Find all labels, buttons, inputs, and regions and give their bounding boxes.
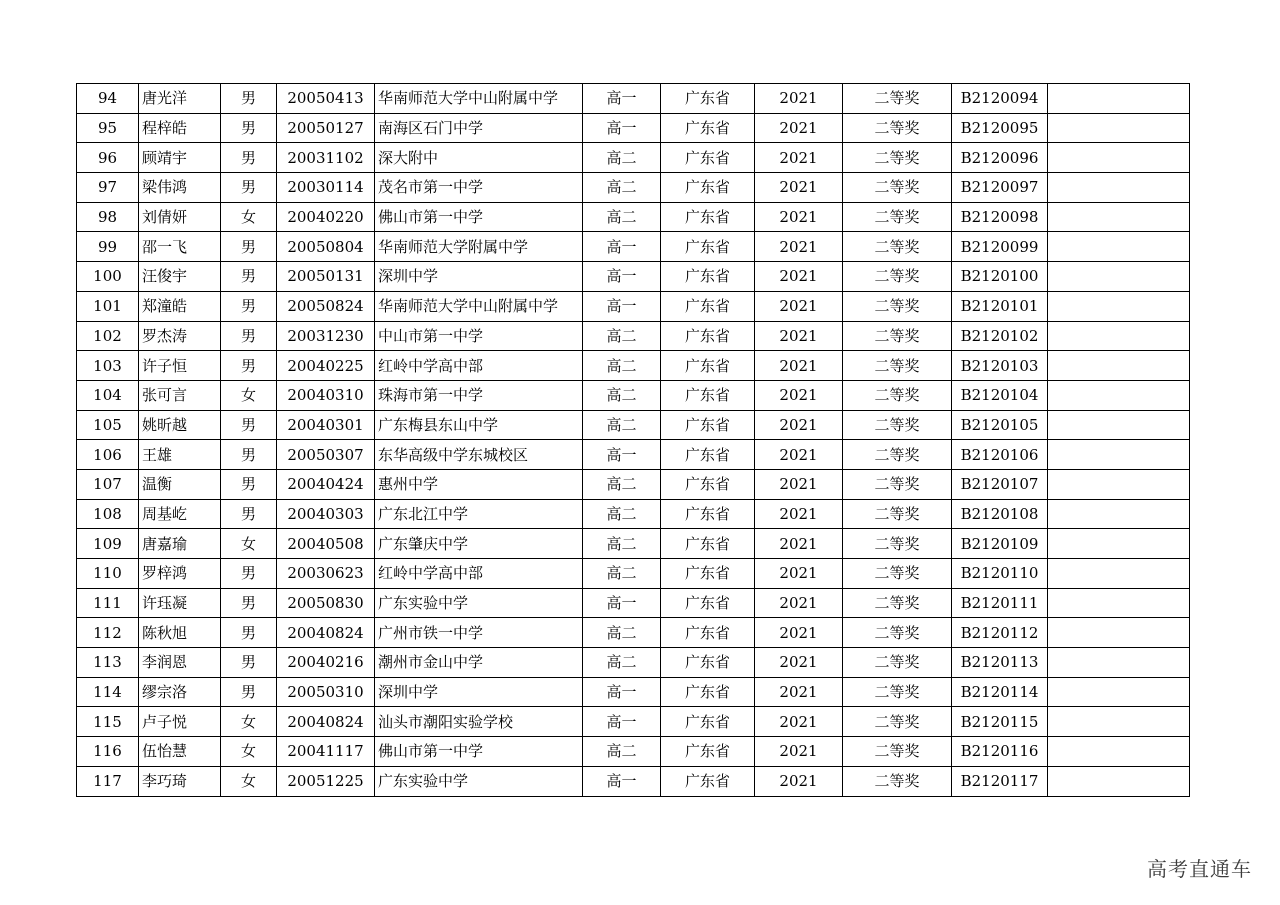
note-cell xyxy=(1048,84,1190,114)
certificate-number-cell: B2120110 xyxy=(952,559,1048,589)
province-cell: 广东省 xyxy=(661,173,755,203)
serial-number-cell: 100 xyxy=(77,262,139,292)
school-name-cell: 深圳中学 xyxy=(375,262,583,292)
table-row xyxy=(77,380,1190,410)
grade-cell: 高二 xyxy=(583,499,661,529)
grade-cell: 高二 xyxy=(583,648,661,678)
birth-date-cell: 20050804 xyxy=(277,232,375,262)
serial-number-cell: 115 xyxy=(77,707,139,737)
school-name-cell: 华南师范大学中山附属中学 xyxy=(375,84,583,114)
school-name-cell: 广东实验中学 xyxy=(375,766,583,796)
student-name-cell: 刘倩妍 xyxy=(139,202,221,232)
table-row xyxy=(77,737,1190,767)
province-cell: 广东省 xyxy=(661,143,755,173)
birth-date-cell: 20030114 xyxy=(277,173,375,203)
note-cell xyxy=(1048,351,1190,381)
grade-cell: 高一 xyxy=(583,232,661,262)
watermark-text: 高考直通车 xyxy=(1147,857,1252,881)
birth-date-cell: 20050824 xyxy=(277,291,375,321)
table-row xyxy=(77,202,1190,232)
award-level-cell: 二等奖 xyxy=(843,707,952,737)
award-level-cell: 二等奖 xyxy=(843,410,952,440)
school-name-cell: 佛山市第一中学 xyxy=(375,737,583,767)
birth-date-cell: 20031102 xyxy=(277,143,375,173)
grade-cell: 高一 xyxy=(583,440,661,470)
certificate-number-cell: B2120094 xyxy=(952,84,1048,114)
gender-cell: 男 xyxy=(221,648,277,678)
certificate-number-cell: B2120096 xyxy=(952,143,1048,173)
table-row xyxy=(77,529,1190,559)
note-cell xyxy=(1048,202,1190,232)
province-cell: 广东省 xyxy=(661,84,755,114)
grade-cell: 高一 xyxy=(583,113,661,143)
certificate-number-cell: B2120108 xyxy=(952,499,1048,529)
grade-cell: 高一 xyxy=(583,291,661,321)
serial-number-cell: 107 xyxy=(77,469,139,499)
note-cell xyxy=(1048,559,1190,589)
gender-cell: 男 xyxy=(221,232,277,262)
serial-number-cell: 111 xyxy=(77,588,139,618)
award-level-cell: 二等奖 xyxy=(843,291,952,321)
gender-cell: 男 xyxy=(221,113,277,143)
grade-cell: 高二 xyxy=(583,529,661,559)
year-cell: 2021 xyxy=(755,559,843,589)
note-cell xyxy=(1048,469,1190,499)
province-cell: 广东省 xyxy=(661,766,755,796)
gender-cell: 男 xyxy=(221,321,277,351)
grade-cell: 高二 xyxy=(583,559,661,589)
table-row xyxy=(77,321,1190,351)
grade-cell: 高二 xyxy=(583,202,661,232)
province-cell: 广东省 xyxy=(661,232,755,262)
table-row xyxy=(77,143,1190,173)
serial-number-cell: 96 xyxy=(77,143,139,173)
gender-cell: 女 xyxy=(221,202,277,232)
note-cell xyxy=(1048,232,1190,262)
serial-number-cell: 108 xyxy=(77,499,139,529)
grade-cell: 高一 xyxy=(583,262,661,292)
gender-cell: 男 xyxy=(221,84,277,114)
year-cell: 2021 xyxy=(755,232,843,262)
year-cell: 2021 xyxy=(755,262,843,292)
year-cell: 2021 xyxy=(755,202,843,232)
gender-cell: 男 xyxy=(221,588,277,618)
award-level-cell: 二等奖 xyxy=(843,113,952,143)
year-cell: 2021 xyxy=(755,380,843,410)
student-name-cell: 陈秋旭 xyxy=(139,618,221,648)
year-cell: 2021 xyxy=(755,737,843,767)
table-row xyxy=(77,648,1190,678)
note-cell xyxy=(1048,677,1190,707)
school-name-cell: 珠海市第一中学 xyxy=(375,380,583,410)
year-cell: 2021 xyxy=(755,440,843,470)
province-cell: 广东省 xyxy=(661,113,755,143)
serial-number-cell: 106 xyxy=(77,440,139,470)
province-cell: 广东省 xyxy=(661,648,755,678)
note-cell xyxy=(1048,737,1190,767)
table-row xyxy=(77,351,1190,381)
birth-date-cell: 20030623 xyxy=(277,559,375,589)
gender-cell: 女 xyxy=(221,529,277,559)
birth-date-cell: 20040508 xyxy=(277,529,375,559)
school-name-cell: 华南师范大学附属中学 xyxy=(375,232,583,262)
school-name-cell: 广东肇庆中学 xyxy=(375,529,583,559)
birth-date-cell: 20040225 xyxy=(277,351,375,381)
year-cell: 2021 xyxy=(755,113,843,143)
grade-cell: 高一 xyxy=(583,84,661,114)
note-cell xyxy=(1048,291,1190,321)
student-name-cell: 缪宗洛 xyxy=(139,677,221,707)
year-cell: 2021 xyxy=(755,618,843,648)
certificate-number-cell: B2120101 xyxy=(952,291,1048,321)
certificate-number-cell: B2120112 xyxy=(952,618,1048,648)
award-level-cell: 二等奖 xyxy=(843,173,952,203)
province-cell: 广东省 xyxy=(661,321,755,351)
certificate-number-cell: B2120116 xyxy=(952,737,1048,767)
award-level-cell: 二等奖 xyxy=(843,469,952,499)
serial-number-cell: 101 xyxy=(77,291,139,321)
gender-cell: 男 xyxy=(221,262,277,292)
serial-number-cell: 103 xyxy=(77,351,139,381)
student-name-cell: 李润恩 xyxy=(139,648,221,678)
gender-cell: 男 xyxy=(221,173,277,203)
serial-number-cell: 117 xyxy=(77,766,139,796)
birth-date-cell: 20040424 xyxy=(277,469,375,499)
award-level-cell: 二等奖 xyxy=(843,559,952,589)
birth-date-cell: 20040303 xyxy=(277,499,375,529)
gender-cell: 女 xyxy=(221,707,277,737)
year-cell: 2021 xyxy=(755,707,843,737)
grade-cell: 高二 xyxy=(583,618,661,648)
grade-cell: 高一 xyxy=(583,766,661,796)
birth-date-cell: 20050131 xyxy=(277,262,375,292)
year-cell: 2021 xyxy=(755,766,843,796)
school-name-cell: 深圳中学 xyxy=(375,677,583,707)
award-level-cell: 二等奖 xyxy=(843,321,952,351)
student-name-cell: 王雄 xyxy=(139,440,221,470)
note-cell xyxy=(1048,440,1190,470)
serial-number-cell: 102 xyxy=(77,321,139,351)
student-name-cell: 邵一飞 xyxy=(139,232,221,262)
table-row xyxy=(77,677,1190,707)
certificate-number-cell: B2120105 xyxy=(952,410,1048,440)
province-cell: 广东省 xyxy=(661,410,755,440)
award-level-cell: 二等奖 xyxy=(843,232,952,262)
year-cell: 2021 xyxy=(755,648,843,678)
award-level-cell: 二等奖 xyxy=(843,677,952,707)
province-cell: 广东省 xyxy=(661,529,755,559)
school-name-cell: 广东实验中学 xyxy=(375,588,583,618)
certificate-number-cell: B2120104 xyxy=(952,380,1048,410)
serial-number-cell: 110 xyxy=(77,559,139,589)
province-cell: 广东省 xyxy=(661,559,755,589)
province-cell: 广东省 xyxy=(661,291,755,321)
school-name-cell: 佛山市第一中学 xyxy=(375,202,583,232)
province-cell: 广东省 xyxy=(661,499,755,529)
school-name-cell: 茂名市第一中学 xyxy=(375,173,583,203)
award-list-table xyxy=(76,83,1190,797)
gender-cell: 男 xyxy=(221,143,277,173)
student-name-cell: 周基屹 xyxy=(139,499,221,529)
grade-cell: 高二 xyxy=(583,737,661,767)
award-level-cell: 二等奖 xyxy=(843,351,952,381)
serial-number-cell: 113 xyxy=(77,648,139,678)
award-level-cell: 二等奖 xyxy=(843,588,952,618)
table-row xyxy=(77,113,1190,143)
birth-date-cell: 20051225 xyxy=(277,766,375,796)
grade-cell: 高二 xyxy=(583,469,661,499)
province-cell: 广东省 xyxy=(661,677,755,707)
note-cell xyxy=(1048,410,1190,440)
gender-cell: 男 xyxy=(221,351,277,381)
note-cell xyxy=(1048,380,1190,410)
table-row xyxy=(77,262,1190,292)
certificate-number-cell: B2120102 xyxy=(952,321,1048,351)
gender-cell: 男 xyxy=(221,469,277,499)
student-name-cell: 唐嘉瑜 xyxy=(139,529,221,559)
certificate-number-cell: B2120115 xyxy=(952,707,1048,737)
school-name-cell: 红岭中学高中部 xyxy=(375,351,583,381)
serial-number-cell: 112 xyxy=(77,618,139,648)
birth-date-cell: 20050307 xyxy=(277,440,375,470)
student-name-cell: 程梓皓 xyxy=(139,113,221,143)
table-row xyxy=(77,469,1190,499)
birth-date-cell: 20050310 xyxy=(277,677,375,707)
note-cell xyxy=(1048,766,1190,796)
certificate-number-cell: B2120100 xyxy=(952,262,1048,292)
student-name-cell: 罗杰涛 xyxy=(139,321,221,351)
grade-cell: 高二 xyxy=(583,143,661,173)
student-name-cell: 顾靖宇 xyxy=(139,143,221,173)
province-cell: 广东省 xyxy=(661,588,755,618)
table-row xyxy=(77,173,1190,203)
table-row xyxy=(77,707,1190,737)
school-name-cell: 广东梅县东山中学 xyxy=(375,410,583,440)
table-row xyxy=(77,291,1190,321)
award-level-cell: 二等奖 xyxy=(843,618,952,648)
grade-cell: 高二 xyxy=(583,173,661,203)
year-cell: 2021 xyxy=(755,499,843,529)
certificate-number-cell: B2120097 xyxy=(952,173,1048,203)
certificate-number-cell: B2120113 xyxy=(952,648,1048,678)
year-cell: 2021 xyxy=(755,291,843,321)
award-level-cell: 二等奖 xyxy=(843,766,952,796)
serial-number-cell: 98 xyxy=(77,202,139,232)
certificate-number-cell: B2120111 xyxy=(952,588,1048,618)
student-name-cell: 伍怡慧 xyxy=(139,737,221,767)
award-level-cell: 二等奖 xyxy=(843,440,952,470)
serial-number-cell: 116 xyxy=(77,737,139,767)
year-cell: 2021 xyxy=(755,173,843,203)
province-cell: 广东省 xyxy=(661,351,755,381)
student-name-cell: 唐光洋 xyxy=(139,84,221,114)
note-cell xyxy=(1048,321,1190,351)
award-level-cell: 二等奖 xyxy=(843,737,952,767)
serial-number-cell: 94 xyxy=(77,84,139,114)
certificate-number-cell: B2120107 xyxy=(952,469,1048,499)
certificate-number-cell: B2120099 xyxy=(952,232,1048,262)
award-level-cell: 二等奖 xyxy=(843,202,952,232)
school-name-cell: 南海区石门中学 xyxy=(375,113,583,143)
grade-cell: 高一 xyxy=(583,588,661,618)
note-cell xyxy=(1048,499,1190,529)
gender-cell: 男 xyxy=(221,618,277,648)
year-cell: 2021 xyxy=(755,351,843,381)
table-row xyxy=(77,410,1190,440)
student-name-cell: 李巧琦 xyxy=(139,766,221,796)
student-name-cell: 许珏凝 xyxy=(139,588,221,618)
certificate-number-cell: B2120117 xyxy=(952,766,1048,796)
table-row xyxy=(77,766,1190,796)
table-row xyxy=(77,84,1190,114)
table-row xyxy=(77,559,1190,589)
birth-date-cell: 20040301 xyxy=(277,410,375,440)
award-table-body xyxy=(77,84,1190,797)
award-level-cell: 二等奖 xyxy=(843,262,952,292)
table-row xyxy=(77,618,1190,648)
gender-cell: 男 xyxy=(221,291,277,321)
student-name-cell: 温衡 xyxy=(139,469,221,499)
province-cell: 广东省 xyxy=(661,618,755,648)
note-cell xyxy=(1048,648,1190,678)
certificate-number-cell: B2120114 xyxy=(952,677,1048,707)
note-cell xyxy=(1048,618,1190,648)
note-cell xyxy=(1048,173,1190,203)
note-cell xyxy=(1048,143,1190,173)
certificate-number-cell: B2120103 xyxy=(952,351,1048,381)
award-level-cell: 二等奖 xyxy=(843,84,952,114)
student-name-cell: 卢子悦 xyxy=(139,707,221,737)
student-name-cell: 梁伟鸿 xyxy=(139,173,221,203)
school-name-cell: 潮州市金山中学 xyxy=(375,648,583,678)
gender-cell: 男 xyxy=(221,677,277,707)
certificate-number-cell: B2120098 xyxy=(952,202,1048,232)
student-name-cell: 姚昕越 xyxy=(139,410,221,440)
birth-date-cell: 20040220 xyxy=(277,202,375,232)
year-cell: 2021 xyxy=(755,529,843,559)
award-level-cell: 二等奖 xyxy=(843,499,952,529)
serial-number-cell: 109 xyxy=(77,529,139,559)
gender-cell: 男 xyxy=(221,440,277,470)
province-cell: 广东省 xyxy=(661,737,755,767)
school-name-cell: 深大附中 xyxy=(375,143,583,173)
serial-number-cell: 99 xyxy=(77,232,139,262)
year-cell: 2021 xyxy=(755,469,843,499)
school-name-cell: 东华高级中学东城校区 xyxy=(375,440,583,470)
year-cell: 2021 xyxy=(755,677,843,707)
table-row xyxy=(77,232,1190,262)
note-cell xyxy=(1048,707,1190,737)
gender-cell: 女 xyxy=(221,737,277,767)
serial-number-cell: 97 xyxy=(77,173,139,203)
school-name-cell: 惠州中学 xyxy=(375,469,583,499)
birth-date-cell: 20050830 xyxy=(277,588,375,618)
certificate-number-cell: B2120109 xyxy=(952,529,1048,559)
province-cell: 广东省 xyxy=(661,202,755,232)
gender-cell: 女 xyxy=(221,380,277,410)
student-name-cell: 许子恒 xyxy=(139,351,221,381)
certificate-number-cell: B2120095 xyxy=(952,113,1048,143)
birth-date-cell: 20050413 xyxy=(277,84,375,114)
province-cell: 广东省 xyxy=(661,380,755,410)
note-cell xyxy=(1048,262,1190,292)
table-row xyxy=(77,588,1190,618)
province-cell: 广东省 xyxy=(661,440,755,470)
award-level-cell: 二等奖 xyxy=(843,529,952,559)
serial-number-cell: 104 xyxy=(77,380,139,410)
certificate-number-cell: B2120106 xyxy=(952,440,1048,470)
grade-cell: 高二 xyxy=(583,380,661,410)
school-name-cell: 广州市铁一中学 xyxy=(375,618,583,648)
award-level-cell: 二等奖 xyxy=(843,648,952,678)
serial-number-cell: 114 xyxy=(77,677,139,707)
birth-date-cell: 20040824 xyxy=(277,618,375,648)
school-name-cell: 广东北江中学 xyxy=(375,499,583,529)
year-cell: 2021 xyxy=(755,143,843,173)
birth-date-cell: 20040824 xyxy=(277,707,375,737)
note-cell xyxy=(1048,588,1190,618)
table-row xyxy=(77,440,1190,470)
grade-cell: 高一 xyxy=(583,677,661,707)
birth-date-cell: 20040310 xyxy=(277,380,375,410)
school-name-cell: 红岭中学高中部 xyxy=(375,559,583,589)
school-name-cell: 汕头市潮阳实验学校 xyxy=(375,707,583,737)
serial-number-cell: 95 xyxy=(77,113,139,143)
student-name-cell: 张可言 xyxy=(139,380,221,410)
table-row xyxy=(77,499,1190,529)
award-level-cell: 二等奖 xyxy=(843,380,952,410)
birth-date-cell: 20031230 xyxy=(277,321,375,351)
award-level-cell: 二等奖 xyxy=(843,143,952,173)
grade-cell: 高二 xyxy=(583,321,661,351)
province-cell: 广东省 xyxy=(661,707,755,737)
school-name-cell: 中山市第一中学 xyxy=(375,321,583,351)
year-cell: 2021 xyxy=(755,321,843,351)
school-name-cell: 华南师范大学中山附属中学 xyxy=(375,291,583,321)
gender-cell: 男 xyxy=(221,559,277,589)
birth-date-cell: 20040216 xyxy=(277,648,375,678)
year-cell: 2021 xyxy=(755,84,843,114)
grade-cell: 高二 xyxy=(583,351,661,381)
gender-cell: 男 xyxy=(221,410,277,440)
serial-number-cell: 105 xyxy=(77,410,139,440)
note-cell xyxy=(1048,113,1190,143)
year-cell: 2021 xyxy=(755,410,843,440)
grade-cell: 高一 xyxy=(583,707,661,737)
grade-cell: 高二 xyxy=(583,410,661,440)
note-cell xyxy=(1048,529,1190,559)
student-name-cell: 罗梓鸿 xyxy=(139,559,221,589)
student-name-cell: 郑潼皓 xyxy=(139,291,221,321)
year-cell: 2021 xyxy=(755,588,843,618)
province-cell: 广东省 xyxy=(661,262,755,292)
province-cell: 广东省 xyxy=(661,469,755,499)
student-name-cell: 汪俊宇 xyxy=(139,262,221,292)
gender-cell: 男 xyxy=(221,499,277,529)
birth-date-cell: 20050127 xyxy=(277,113,375,143)
birth-date-cell: 20041117 xyxy=(277,737,375,767)
gender-cell: 女 xyxy=(221,766,277,796)
